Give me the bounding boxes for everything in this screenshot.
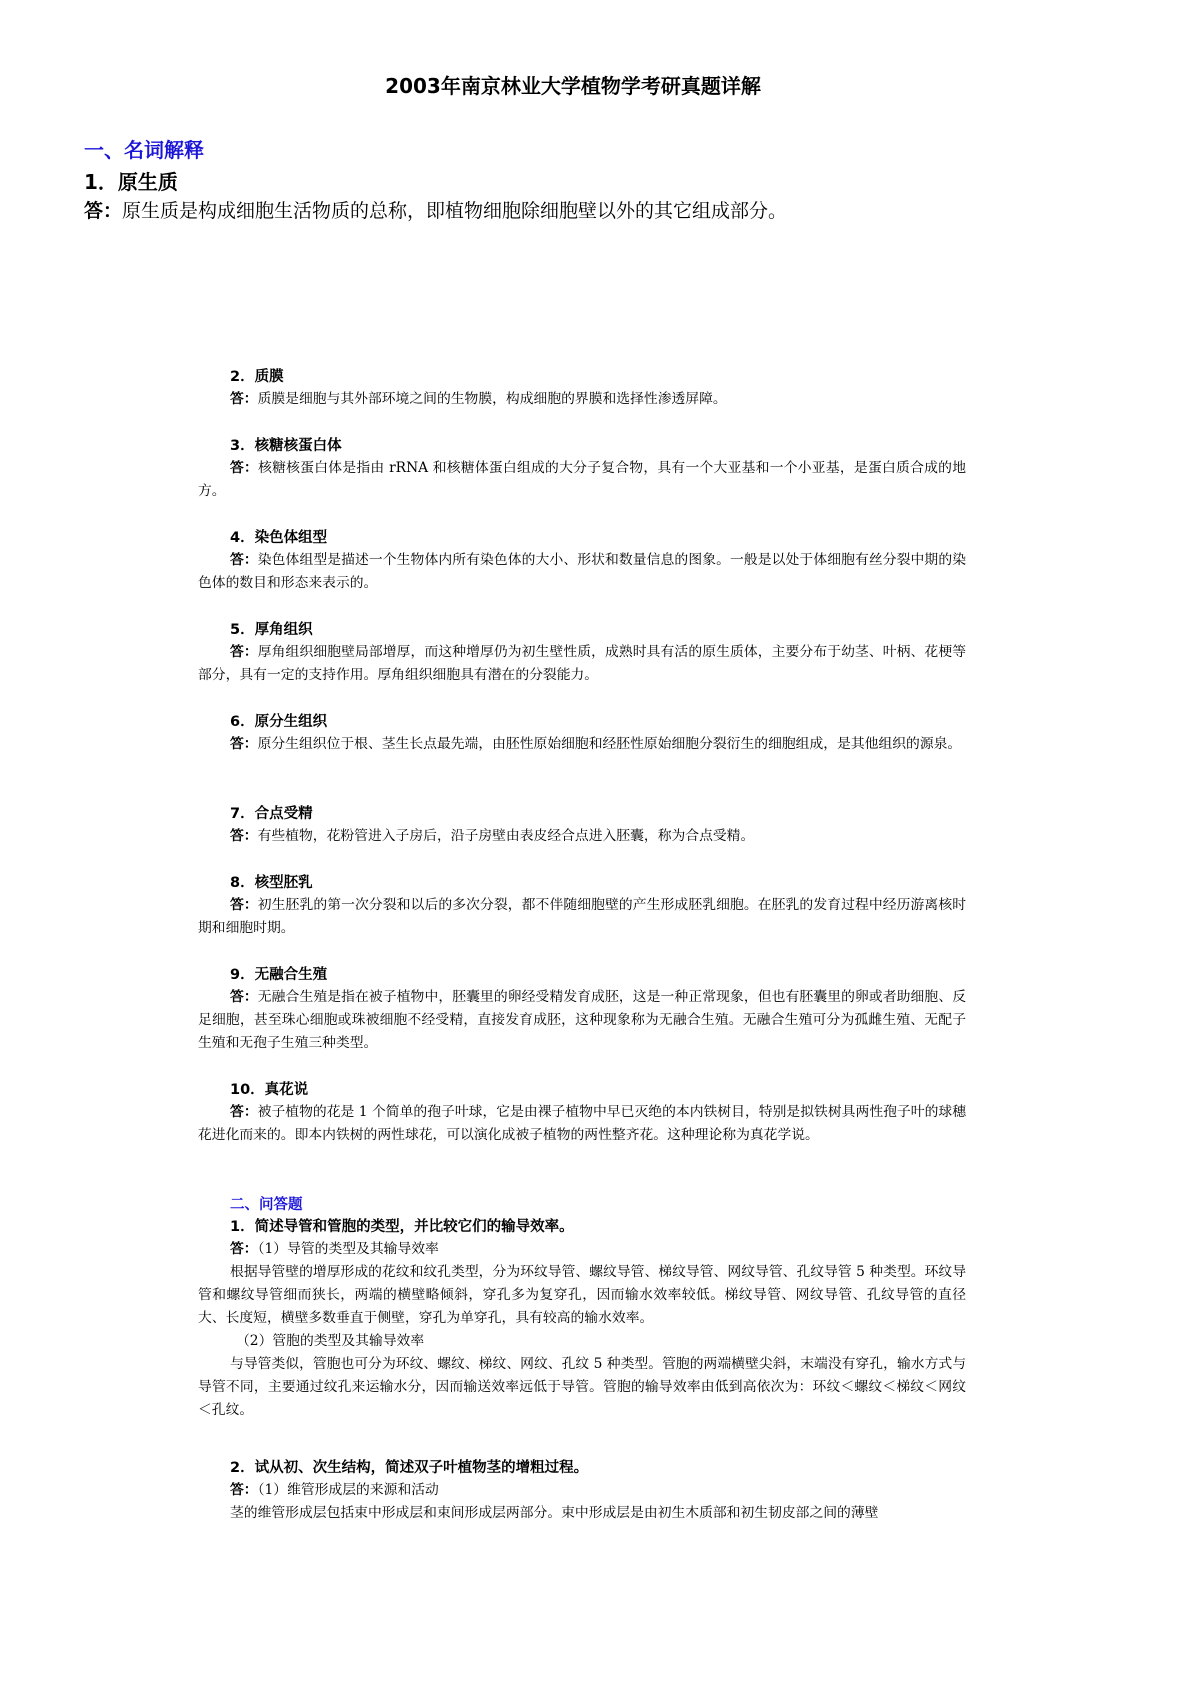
answer-text: 无融合生殖是指在被子植物中，胚囊里的卵经受精发育成胚，这是一种正常现象，但也有胚囊里的卵或者助细胞、反足细胞，甚至珠心细胞或珠被细胞不经受精，直接发育成胚，这种现象称为无融合生殖。无融合生殖可分为孤雌生殖、无配子生殖和无孢子生殖三种类型。 [198,989,967,1051]
term-title-6: 6．原分生组织 [230,714,328,730]
term-item-9 [198,964,966,1055]
answer-paragraph: 茎的维管形成层包括束中形成层和束间形成层两部分。束中形成层是由初生木质部和初生韧皮部之间的薄壁 [230,1505,879,1521]
term-answer-8 [198,894,966,940]
question-item-2 [198,1457,966,1525]
answer-label: 答： [230,1104,258,1120]
answer-text: 质膜是细胞与其外部环境之间的生物膜，构成细胞的界膜和选择性渗透屏障。 [257,391,727,407]
answer-text: 原生质是构成细胞生活物质的总称，即植物细胞除细胞壁以外的其它组成部分。 [122,200,788,222]
answer-paragraph: 与导管类似，管胞也可分为环纹、螺纹、梯纹、网纹、孔纹 5 种类型。管胞的两端横壁尖斜，末端没有穿孔，输水方式与导管不同，主要通过纹孔来运输水分，因而输送效率远低于导管。管胞的输导效率由低到高依次为：环纹＜螺纹＜梯纹＜网纹＜孔纹。 [198,1356,966,1418]
answer-label: 答： [84,200,123,222]
page-title: 2003年南京林业大学植物学考研真题详解 [385,74,761,98]
section-heading-qa: 二、问答题 [230,1197,303,1213]
answer-paragraph: 根据导管壁的增厚形成的花纹和纹孔类型，分为环纹导管、螺纹导管、梯纹导管、网纹导管、孔纹导管 5 种类型。环纹导管和螺纹导管细而狭长，两端的横壁略倾斜，穿孔多为复穿孔，因而输水效率较低。梯纹导管、网纹导管、孔纹导管的直径大、长度短，横壁多数垂直于侧壁，穿孔为单穿孔，具有较高的输水效率。 [198,1264,966,1326]
answer-text: 核糖核蛋白体是指由 rRNA 和核糖体蛋白组成的大分子复合物，具有一个大亚基和一个小亚基，是蛋白质合成的地方。 [198,460,967,499]
answer-label: 答： [230,1482,258,1498]
term-item-10 [198,1079,966,1147]
question-answer-intro-1 [198,1238,966,1261]
term-item-4 [198,527,966,595]
term-answer-3 [198,457,966,503]
question-answer-intro-2 [198,1479,966,1502]
term-title-10: 10．真花说 [230,1082,309,1098]
term-title-2: 2．质膜 [230,369,284,385]
section-heading-terms: 一、名词解释 [84,138,204,162]
term-item-5 [198,619,966,687]
answer-label: 答： [230,552,258,568]
answer-text: 厚角组织细胞壁局部增厚，而这种增厚仍为初生壁性质，成熟时具有活的原生质体，主要分布于幼茎、叶柄、花梗等部分，具有一定的支持作用。厚角组织细胞具有潜在的分裂能力。 [198,644,967,683]
answer-text: 被子植物的花是 1 个简单的孢子叶球，它是由裸子植物中早已灭绝的本内铁树目，特别是拟铁树具两性孢子叶的球穗花进化而来的。即本内铁树的两性球花，可以演化成被子植物的两性整齐花。这种理论称为真花学说。 [198,1104,967,1143]
term-answer-7 [198,825,966,848]
answer-label: 答： [230,460,259,476]
term-title-4: 4．染色体组型 [230,530,328,546]
answer-label: 答： [230,736,258,752]
answer-text: 染色体组型是描述一个生物体内所有染色体的大小、形状和数量信息的图象。一般是以处于体细胞有丝分裂中期的染色体的数目和形态来表示的。 [198,552,967,591]
answer-subheading: （1）维管形成层的来源和活动 [257,1482,439,1498]
answer-subheading: （1）导管的类型及其输导效率 [257,1241,439,1257]
answer-label: 答： [230,897,258,913]
answer-label: 答： [230,828,258,844]
question-title-1: 1．简述导管和管胞的类型，并比较它们的输导效率。 [230,1219,574,1235]
term-title-5: 5．厚角组织 [230,622,313,638]
term-title-7: 7．合点受精 [230,806,313,822]
answer-label: 答： [230,391,258,407]
term-item-2 [198,366,966,411]
term-answer-5 [198,641,966,687]
section-qa [198,1194,966,1422]
term-answer-2 [198,388,966,411]
answer-label: 答： [230,989,258,1005]
answer-subheading: （2）管胞的类型及其输导效率 [236,1333,425,1349]
answer-label: 答： [230,644,258,660]
term-answer-1 [84,196,787,223]
answer-text: 有些植物，花粉管进入子房后，沿子房壁由表皮经合点进入胚囊，称为合点受精。 [257,828,755,844]
question-title-2: 2．试从初、次生结构，简述双子叶植物茎的增粗过程。 [230,1460,589,1476]
term-title-3: 3．核糖核蛋白体 [230,438,342,454]
term-answer-9 [198,986,966,1055]
term-answer-4 [198,549,966,595]
answer-text: 原分生组织位于根、茎生长点最先端，由胚性原始细胞和经胚性原始细胞分裂衍生的细胞组成，是其他组织的源泉。 [257,736,962,752]
term-item-8 [198,872,966,940]
term-answer-6 [198,733,966,756]
term-item-3 [198,435,966,503]
term-item-7 [198,803,966,848]
answer-label: 答： [230,1241,258,1257]
term-title-1: 1．原生质 [84,170,178,194]
term-answer-10 [198,1101,966,1147]
term-item-6 [198,711,966,756]
answer-text: 初生胚乳的第一次分裂和以后的多次分裂，都不伴随细胞壁的产生形成胚乳细胞。在胚乳的发育过程中经历游离核时期和细胞时期。 [198,897,967,936]
term-title-8: 8．核型胚乳 [230,875,313,891]
term-title-9: 9．无融合生殖 [230,967,328,983]
